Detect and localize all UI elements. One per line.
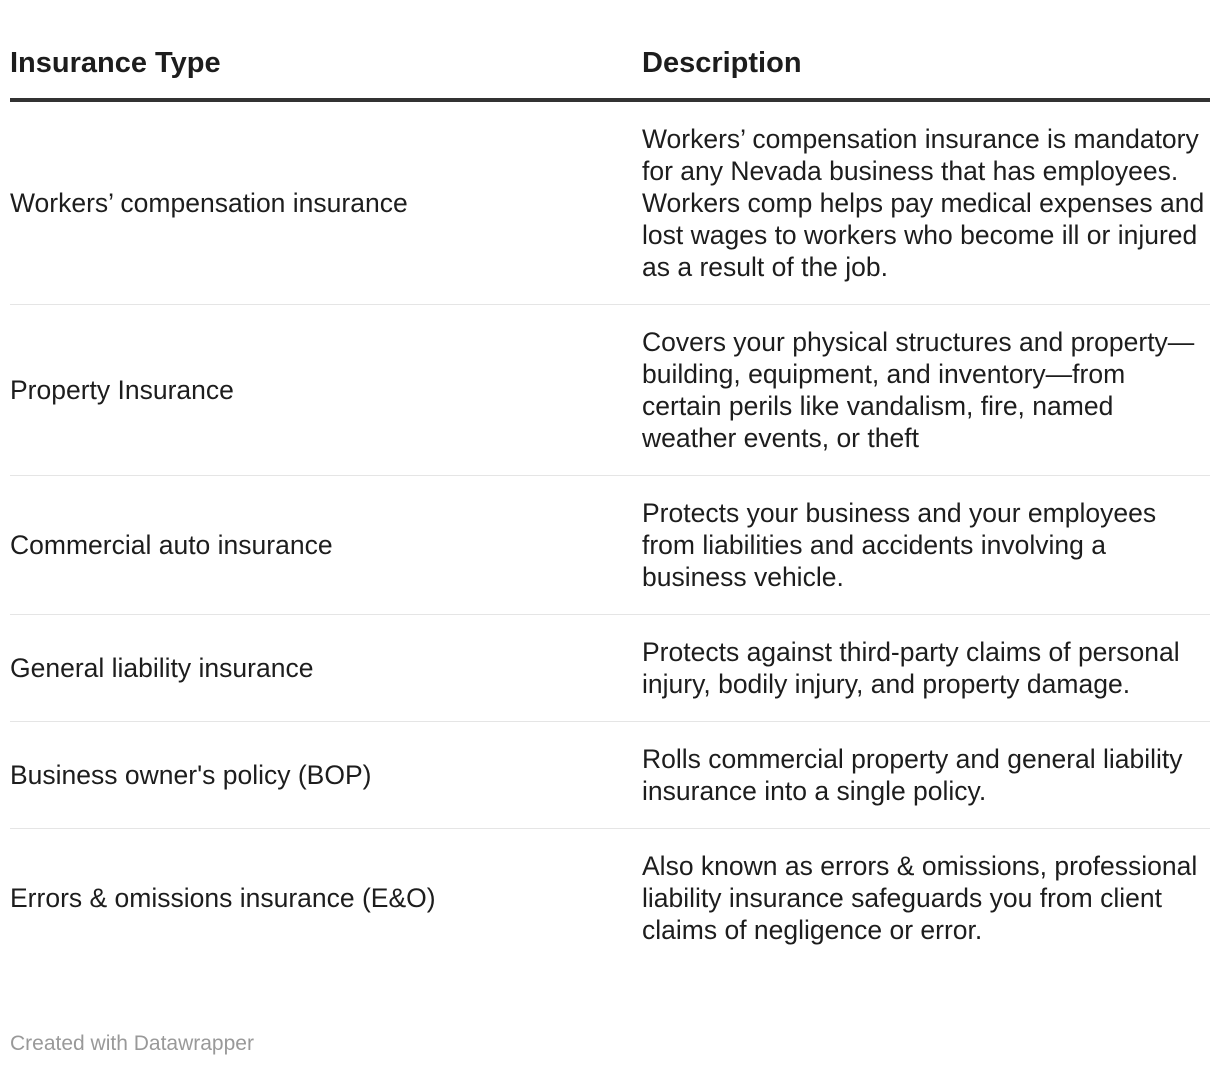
table-row	[10, 829, 1210, 968]
description-cell: Protects against third-party claims of personal injury, bodily injury, and property damage.	[642, 615, 1210, 722]
table-row	[10, 476, 1210, 615]
insurance-type-cell: Business owner's policy (BOP)	[10, 722, 642, 829]
description-cell: Covers your physical structures and property—building, equipment, and inventory—from certain perils like vandalism, fire, named weather events, or theft	[642, 305, 1210, 476]
insurance-type-cell: Workers’ compensation insurance	[10, 100, 642, 305]
insurance-table	[10, 40, 1210, 967]
insurance-type-cell: General liability insurance	[10, 615, 642, 722]
description-cell: Protects your business and your employees from liabilities and accidents involving a business vehicle.	[642, 476, 1210, 615]
description-cell: Also known as errors & omissions, professional liability insurance safeguards you from client claims of negligence or error.	[642, 851, 1198, 945]
description-cell: Rolls commercial property and general liability insurance into a single policy.	[642, 722, 1210, 829]
header-insurance-type: Insurance Type	[10, 40, 642, 100]
table-header-row	[10, 40, 1210, 100]
insurance-type-cell: Property Insurance	[10, 305, 642, 476]
insurance-type-cell: Commercial auto insurance	[10, 476, 642, 615]
header-description: Description	[642, 40, 1210, 100]
insurance-type-cell: Errors & omissions insurance (E&O)	[10, 883, 436, 913]
datawrapper-credit: Created with Datawrapper	[10, 1032, 254, 1055]
table-row	[10, 100, 1210, 305]
table-row	[10, 305, 1210, 476]
insurance-table-container	[10, 40, 1210, 967]
table-row	[10, 722, 1210, 829]
description-cell: Workers’ compensation insurance is mandatory for any Nevada business that has employees. Workers comp helps pay medical expenses and lost wages to workers who become ill or injured as a result of the job.	[642, 100, 1210, 305]
table-row	[10, 615, 1210, 722]
